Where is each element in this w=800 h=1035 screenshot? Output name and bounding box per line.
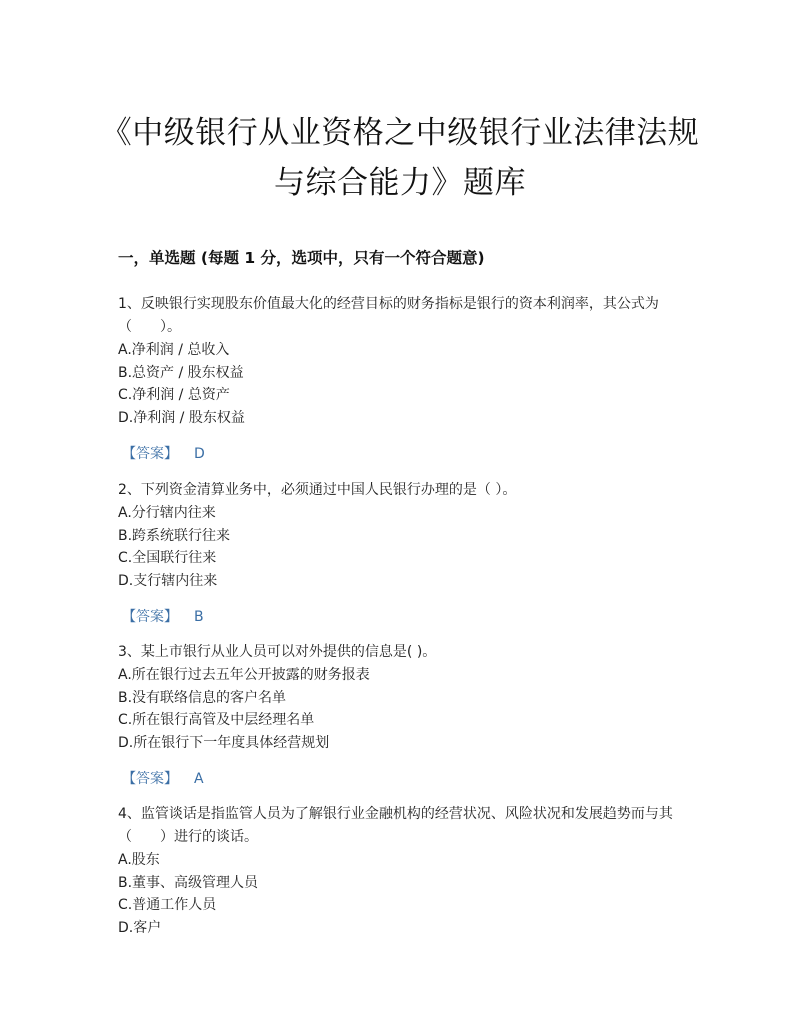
question-3 [118,641,698,790]
option-d: D.所在银行下一年度具体经营规划 [118,734,330,751]
option-c: C.全国联行往来 [118,550,217,566]
option-a: A.所在银行过去五年公开披露的财务报表 [118,667,370,683]
answer-label: 【答案】 [122,609,178,625]
section-heading: 一，单选题 (每题 1 分，选项中，只有一个符合题意) [118,249,485,267]
question-stem: 4、监管谈话是指监管人员为了解银行业金融机构的经营状况、风险状况和发展趋势而与其（ ）进行的谈话。 [118,806,673,845]
option-c: C.所在银行高管及中层经理名单 [118,712,315,728]
option-b: B.总资产 / 股东权益 [118,364,244,381]
answer-value: B [194,609,204,625]
option-c: C.普通工作人员 [118,897,217,913]
question-stem: 2、下列资金清算业务中，必须通过中国人民银行办理的是（ ）。 [118,482,517,498]
option-b: B.没有联络信息的客户名单 [118,689,287,706]
option-d: D.支行辖内往来 [118,572,218,589]
answer-line [118,443,698,465]
question-1 [118,293,698,465]
question-4 [118,803,698,939]
answer-line [118,606,698,628]
option-b: B.跨系统联行往来 [118,527,231,544]
option-d: D.净利润 / 股东权益 [118,409,245,426]
document-title: 《中级银行从业资格之中级银行业法律法规与综合能力》题库 [100,115,700,201]
question-stem: 3、某上市银行从业人员可以对外提供的信息是( )。 [118,644,437,660]
answer-value: D [194,446,205,462]
option-a: A.分行辖内往来 [118,505,216,521]
question-2 [118,479,698,628]
answer-label: 【答案】 [122,446,178,462]
option-b: B.董事、高级管理人员 [118,874,259,891]
option-a: A.股东 [118,852,160,868]
option-c: C.净利润 / 总资产 [118,387,230,403]
answer-value: A [194,771,204,787]
answer-line [118,768,698,790]
option-a: A.净利润 / 总收入 [118,342,230,358]
answer-label: 【答案】 [122,771,178,787]
option-d: D.客户 [118,919,162,936]
question-stem: 1、反映银行实现股东价值最大化的经营目标的财务指标是银行的资本利润率，其公式为（ ）。 [118,296,659,335]
